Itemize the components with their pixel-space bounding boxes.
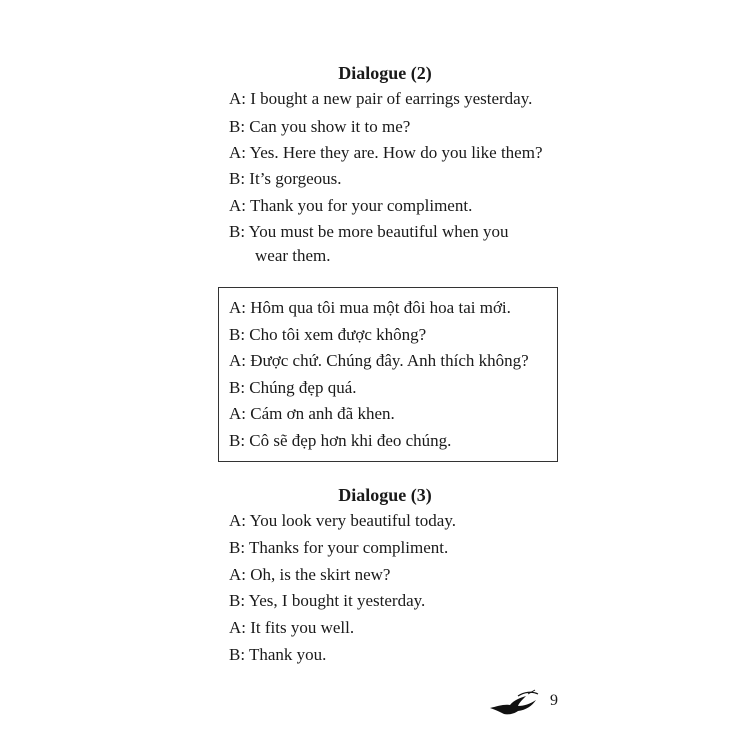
dialogue-2-line: B: You must be more beautiful when you (229, 222, 509, 241)
dialogue-2-line: B: Can you show it to me? (229, 117, 411, 136)
dialogue-3-line: A: Oh, is the skirt new? (229, 565, 391, 584)
dialogue-2-line: A: Thank you for your compliment. (229, 196, 473, 215)
dialogue-2-line: A: Yes. Here they are. How do you like them? (229, 143, 543, 162)
translation-line: B: Cô sẽ đẹp hơn khi đeo chúng. (229, 431, 452, 450)
dialogue-2-line: A: I bought a new pair of earrings yesterday. (229, 89, 533, 108)
dialogue-2-title: Dialogue (2) (338, 63, 432, 83)
translation-line: A: Hôm qua tôi mua một đôi hoa tai mới. (229, 298, 511, 317)
dialogue-3-line: B: Thank you. (229, 645, 327, 664)
translation-line: A: Được chứ. Chúng đây. Anh thích không? (229, 351, 529, 370)
page-number: 9 (550, 692, 558, 709)
translation-box (218, 287, 558, 462)
translation-line: B: Chúng đẹp quá. (229, 378, 357, 397)
bird-ornament-icon (488, 688, 540, 716)
dialogue-2-line: B: It’s gorgeous. (229, 169, 342, 188)
dialogue-2-line-continuation: wear them. (255, 246, 331, 265)
dialogue-3-line: A: It fits you well. (229, 618, 355, 637)
dialogue-3-line: A: You look very beautiful today. (229, 511, 456, 530)
dialogue-3-line: B: Yes, I bought it yesterday. (229, 591, 426, 610)
translation-line: B: Cho tôi xem được không? (229, 325, 427, 344)
dialogue-3-line: B: Thanks for your compliment. (229, 538, 449, 557)
dialogue-3-title: Dialogue (3) (338, 485, 432, 505)
translation-line: A: Cám ơn anh đã khen. (229, 404, 395, 423)
